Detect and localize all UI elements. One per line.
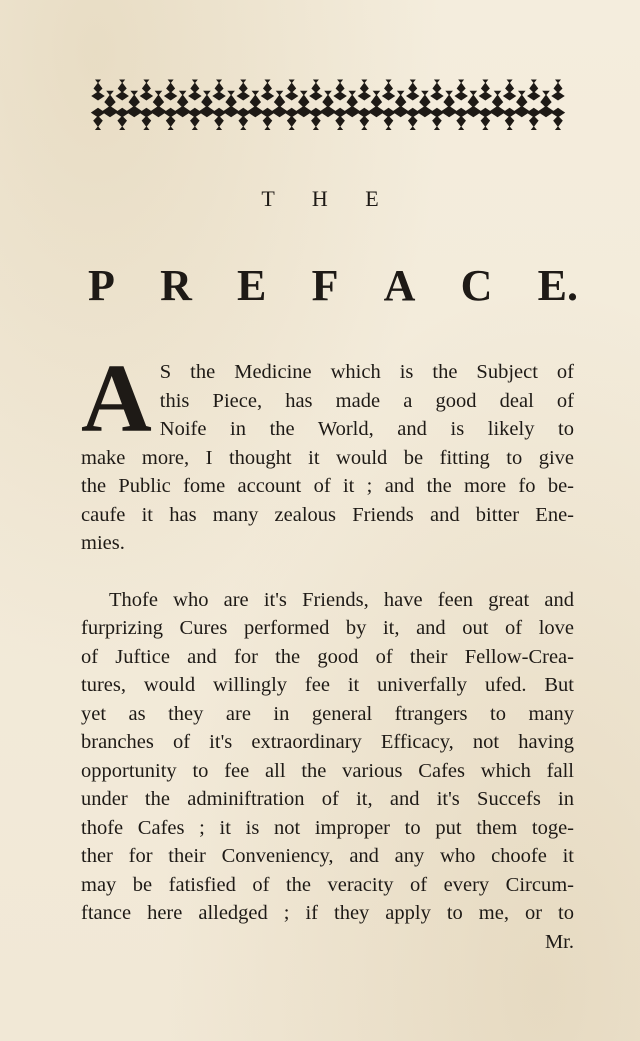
ornament-fleuron: [358, 80, 372, 101]
ornament-fleuron: [527, 80, 541, 101]
ornament-fleuron: [91, 80, 105, 101]
ornament-fleuron: [503, 80, 517, 101]
ornament-fleuron: [430, 80, 444, 101]
preface-letter: R: [160, 261, 192, 310]
ornament-fleuron: [164, 80, 178, 101]
text-line: mies.: [81, 532, 125, 554]
preface-letter: C: [460, 261, 493, 310]
ornament-fleuron: [237, 80, 251, 101]
paragraph-2: [81, 586, 574, 957]
text-line: tures, would willingly fee it univerfally ufed. But: [81, 674, 574, 696]
ornament-fleuron: [115, 80, 129, 101]
text-line: this Piece, has made a good deal of: [159, 389, 574, 412]
ornament-fleuron: [309, 80, 323, 101]
ornament-fleuron: [406, 80, 420, 101]
text-line: thofe Cafes ; it is not improper to put them toge-: [81, 816, 574, 839]
text-line: yet as they are in general ftrangers to many: [81, 702, 574, 725]
text-line: opportunity to fee all the various Cafes which fall: [81, 759, 574, 782]
ornament-fleuron: [454, 80, 468, 101]
text-line: ther for their Conveniency, and any who choofe it: [81, 845, 574, 867]
text-line: S the Medicine which is the Subject of: [159, 361, 574, 383]
preface-letter: E: [237, 261, 267, 310]
text-line: branches of it's extraordinary Efficacy, not having: [81, 731, 574, 753]
heading-the: T H E: [261, 186, 395, 211]
ornament-fleuron: [382, 80, 396, 101]
ornament-fleuron: [333, 80, 347, 101]
preface-letter: A: [383, 261, 416, 310]
ornament-fleuron: [479, 80, 493, 101]
text-line: caufe it has many zealous Friends and bitter Ene-: [81, 503, 574, 526]
heading-preface: [88, 261, 578, 310]
catchword: Mr.: [544, 930, 574, 953]
preface-letter: F: [311, 261, 339, 310]
ornament-fleuron: [212, 80, 226, 101]
preface-letter: P: [88, 261, 115, 310]
ornament-fleuron: [551, 80, 565, 101]
text-line: may be fatisfied of the veracity of every Circum-: [81, 873, 574, 896]
ornament-fleuron: [140, 80, 154, 101]
text-line: Noife in the World, and is likely to: [159, 418, 574, 440]
text-line: the Public fome account of it ; and the more fo be-: [81, 475, 574, 497]
ornament-fleuron: [285, 80, 299, 101]
text-line: ftance here alledged ; if they apply to me, or to: [81, 902, 574, 924]
ornament-fleuron: [188, 80, 202, 101]
paragraph-1: [81, 345, 574, 558]
text-line: furprizing Cures performed by it, and out of love: [81, 617, 574, 639]
ornament-fleuron: [261, 80, 275, 101]
text-line: under the adminiftration of it, and it's Succefs in: [81, 788, 574, 810]
text-line: make more, I thought it would be fitting to give: [81, 446, 574, 469]
preface-body: [81, 345, 574, 956]
printers-ornament-band: [88, 78, 568, 130]
text-line: Thofe who are it's Friends, have feen great and: [109, 588, 574, 611]
text-line: of Juftice and for the good of their Fellow-Crea-: [81, 645, 574, 668]
drop-cap: A: [81, 345, 152, 453]
preface-letter: E.: [537, 261, 578, 310]
